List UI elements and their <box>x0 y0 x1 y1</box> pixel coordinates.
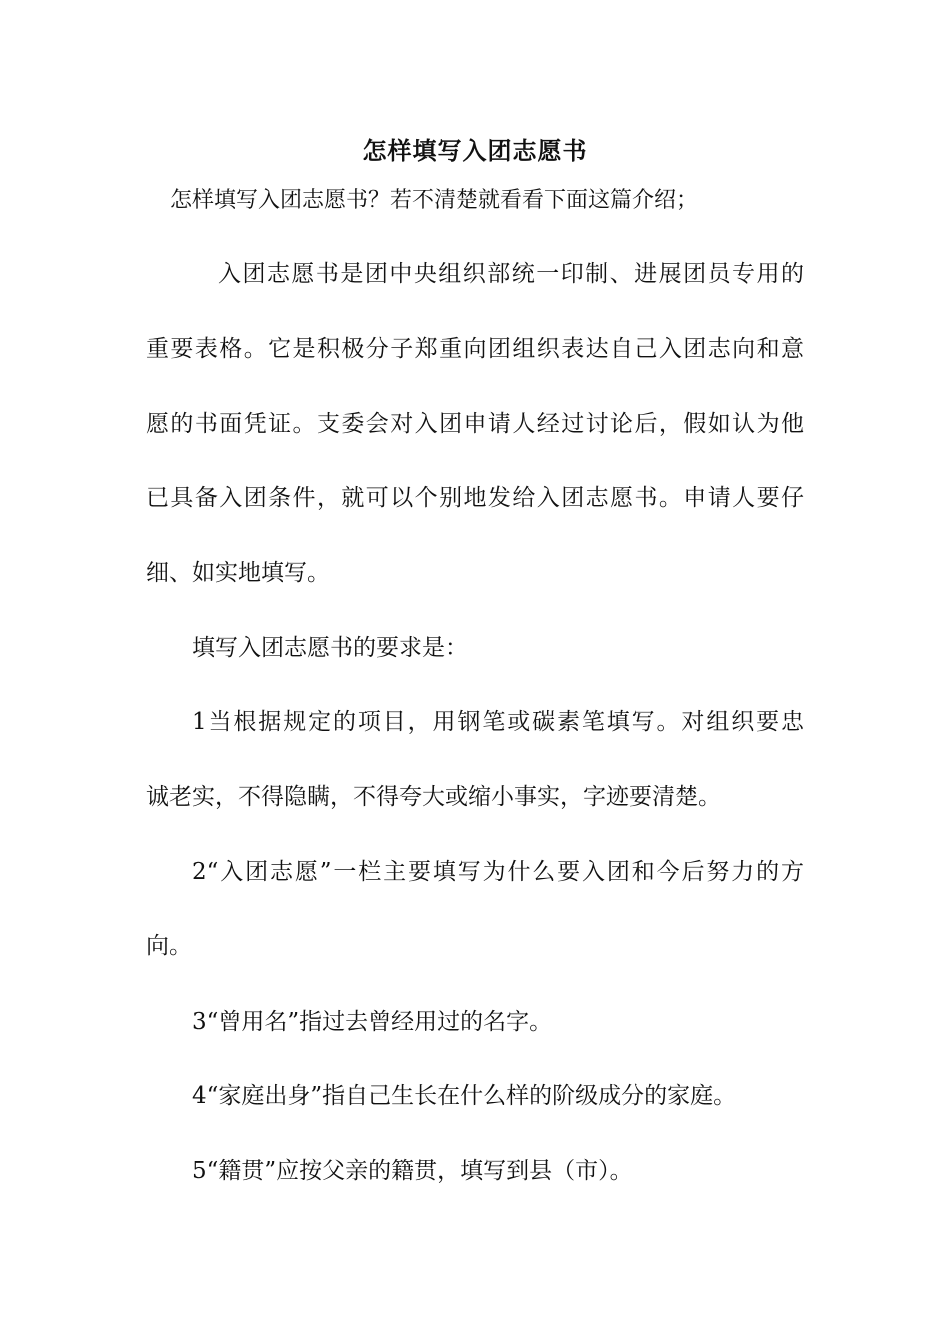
requirement-item-2-line: 2“入团志愿”一栏主要填写为什么要入团和今后努力的方 <box>192 859 804 885</box>
paragraph-line: 入团志愿书是团中央组织部统一印制、进展团员专用的 <box>218 261 804 287</box>
requirement-item-4: 4“家庭出身”指自己生长在什么样的阶级成分的家庭。 <box>192 1083 737 1109</box>
requirement-item-1-line: 1当根据规定的项目，用钢笔或碳素笔填写。对组织要忠 <box>192 709 804 735</box>
paragraph-line: 细、如实地填写。 <box>146 560 330 586</box>
requirement-item-2-line: 向。 <box>146 933 192 959</box>
requirement-item-1-line: 诚老实，不得隐瞒，不得夸大或缩小事实，字迹要清楚。 <box>146 784 721 810</box>
paragraph-line: 愿的书面凭证。支委会对入团申请人经过讨论后，假如认为他 <box>146 411 804 437</box>
requirements-heading: 填写入团志愿书的要求是： <box>192 635 468 661</box>
requirement-item-5: 5“籍贯”应按父亲的籍贯，填写到县（市）。 <box>192 1158 633 1184</box>
paragraph-line: 已具备入团条件，就可以个别地发给入团志愿书。申请人要仔 <box>146 485 804 511</box>
requirement-item-3: 3“曾用名”指过去曾经用过的名字。 <box>192 1009 553 1035</box>
paragraph-line: 重要表格。它是积极分子郑重向团组织表达自己入团志向和意 <box>146 336 804 362</box>
intro-text: 怎样填写入团志愿书？若不清楚就看看下面这篇介绍； <box>170 188 699 213</box>
document-title: 怎样填写入团志愿书 <box>362 136 588 165</box>
